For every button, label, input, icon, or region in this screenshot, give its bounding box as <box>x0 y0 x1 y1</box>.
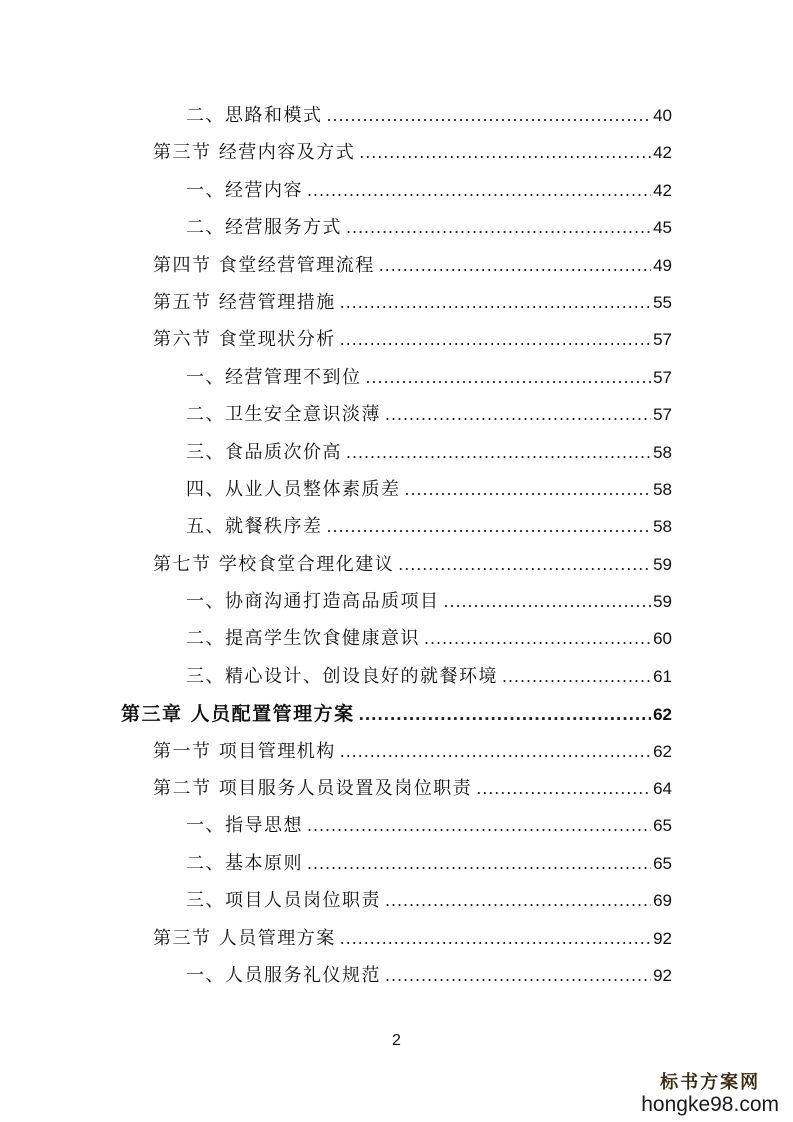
toc-entry-page: 40 <box>653 106 672 125</box>
toc-entry-title: 一、经营内容 <box>186 179 303 201</box>
toc-entry-title: 第三节 经营内容及方式 <box>153 142 356 164</box>
toc-entry-title: 一、指导思想 <box>186 815 303 837</box>
toc-entry-page: 58 <box>653 479 672 499</box>
toc-dot-leader <box>340 741 651 762</box>
toc-entry-title: 一、人员服务礼仪规范 <box>186 964 381 986</box>
toc-entry-title: 三、精心设计、创设良好的就餐环境 <box>186 665 498 687</box>
toc-entry[interactable] <box>0 587 793 624</box>
toc-entry[interactable] <box>0 251 793 288</box>
toc-entry-title: 四、从业人员整体素质差 <box>186 478 401 500</box>
toc-entry[interactable] <box>0 101 793 138</box>
toc-entry-title: 二、卫生安全意识淡薄 <box>186 404 381 426</box>
toc-entry[interactable] <box>0 737 793 774</box>
toc-entry-title: 一、协商沟通打造高品质项目 <box>186 591 440 613</box>
toc-dot-leader <box>405 479 652 500</box>
toc-entry-title: 第三章 人员配置管理方案 <box>121 703 355 726</box>
toc-entry-title: 二、经营服务方式 <box>186 217 342 239</box>
toc-dot-leader <box>359 142 651 163</box>
toc-entry-page: 59 <box>653 592 672 612</box>
toc-entry-page: 64 <box>653 779 672 799</box>
toc-entry[interactable] <box>0 924 793 961</box>
toc-entry-title: 第四节 食堂经营管理流程 <box>153 254 375 276</box>
toc-entry-page: 45 <box>653 218 672 238</box>
toc-entry-page: 58 <box>653 442 672 462</box>
toc-entry-title: 第五节 经营管理措施 <box>153 291 336 313</box>
page-number: 2 <box>392 1032 401 1049</box>
toc-entry-page: 65 <box>653 853 672 873</box>
toc-entry[interactable] <box>0 363 793 400</box>
toc-dot-leader <box>385 890 651 911</box>
toc-entry-title: 第三节 人员管理方案 <box>153 927 336 949</box>
toc-entry[interactable] <box>0 512 793 549</box>
toc-entry-title: 三、食品质次价高 <box>186 441 342 463</box>
toc-entry-title: 第二节 项目服务人员设置及岗位职责 <box>153 778 473 800</box>
toc-entry[interactable] <box>0 438 793 475</box>
toc-entry[interactable] <box>0 961 793 998</box>
watermark-name: 标书方案网 <box>660 1072 761 1094</box>
toc-entry-title: 一、经营管理不到位 <box>186 366 362 388</box>
toc-entry-page: 62 <box>653 705 672 725</box>
toc-entry[interactable] <box>0 213 793 250</box>
toc-dot-leader <box>476 778 651 799</box>
toc-entry-page: 42 <box>653 143 672 163</box>
toc-dot-leader <box>340 329 651 350</box>
toc-entry[interactable] <box>0 774 793 811</box>
toc-dot-leader <box>346 442 651 463</box>
toc-entry[interactable] <box>0 849 793 886</box>
toc-entry-title: 第六节 食堂现状分析 <box>153 329 336 351</box>
toc-entry-title: 二、基本原则 <box>186 852 303 874</box>
toc-dot-leader <box>424 628 651 649</box>
toc-dot-leader <box>385 965 651 986</box>
table-of-contents <box>0 101 793 998</box>
toc-entry-page: 57 <box>653 405 672 425</box>
toc-entry-title: 二、思路和模式 <box>186 105 323 126</box>
toc-entry-title: 二、提高学生饮食健康意识 <box>186 628 420 650</box>
toc-entry-page: 65 <box>653 816 672 836</box>
toc-entry[interactable] <box>0 811 793 848</box>
toc-entry-page: 59 <box>653 554 672 574</box>
toc-entry-title: 第七节 学校食堂合理化建议 <box>153 553 395 575</box>
toc-entry[interactable] <box>0 475 793 512</box>
toc-entry[interactable] <box>0 624 793 661</box>
toc-entry[interactable] <box>0 699 793 736</box>
toc-entry-page: 61 <box>653 666 672 686</box>
toc-dot-leader <box>327 516 652 537</box>
toc-dot-leader <box>307 180 651 201</box>
toc-dot-leader <box>327 105 652 126</box>
toc-dot-leader <box>385 404 651 425</box>
toc-entry-page: 60 <box>653 629 672 649</box>
toc-dot-leader <box>359 704 651 726</box>
toc-dot-leader <box>398 554 651 575</box>
toc-dot-leader <box>366 367 652 388</box>
toc-dot-leader <box>379 255 651 276</box>
watermark <box>641 1073 779 1116</box>
toc-entry[interactable] <box>0 400 793 437</box>
toc-entry-page: 92 <box>653 965 672 985</box>
toc-dot-leader <box>444 591 652 612</box>
toc-entry-page: 55 <box>653 292 672 312</box>
toc-entry-page: 62 <box>653 741 672 761</box>
toc-entry-page: 92 <box>653 928 672 948</box>
toc-entry[interactable] <box>0 886 793 923</box>
toc-entry-page: 49 <box>653 255 672 275</box>
toc-dot-leader <box>307 815 651 836</box>
toc-entry[interactable] <box>0 288 793 325</box>
toc-entry-title: 五、就餐秩序差 <box>186 516 323 538</box>
toc-dot-leader <box>340 292 651 313</box>
toc-entry[interactable] <box>0 176 793 213</box>
toc-dot-leader <box>346 217 651 238</box>
toc-entry-page: 42 <box>653 180 672 200</box>
toc-entry[interactable] <box>0 325 793 362</box>
watermark-url: hongke98.com <box>641 1092 779 1116</box>
toc-dot-leader <box>340 928 651 949</box>
toc-entry-page: 57 <box>653 367 672 387</box>
toc-entry-title: 第一节 项目管理机构 <box>153 740 336 762</box>
toc-dot-leader <box>502 666 651 687</box>
toc-entry[interactable] <box>0 662 793 699</box>
toc-entry-title: 三、项目人员岗位职责 <box>186 890 381 912</box>
toc-dot-leader <box>307 853 651 874</box>
toc-entry-page: 57 <box>653 330 672 350</box>
toc-entry[interactable] <box>0 138 793 175</box>
toc-entry-page: 58 <box>653 517 672 537</box>
toc-entry-page: 69 <box>653 891 672 911</box>
toc-entry[interactable] <box>0 550 793 587</box>
